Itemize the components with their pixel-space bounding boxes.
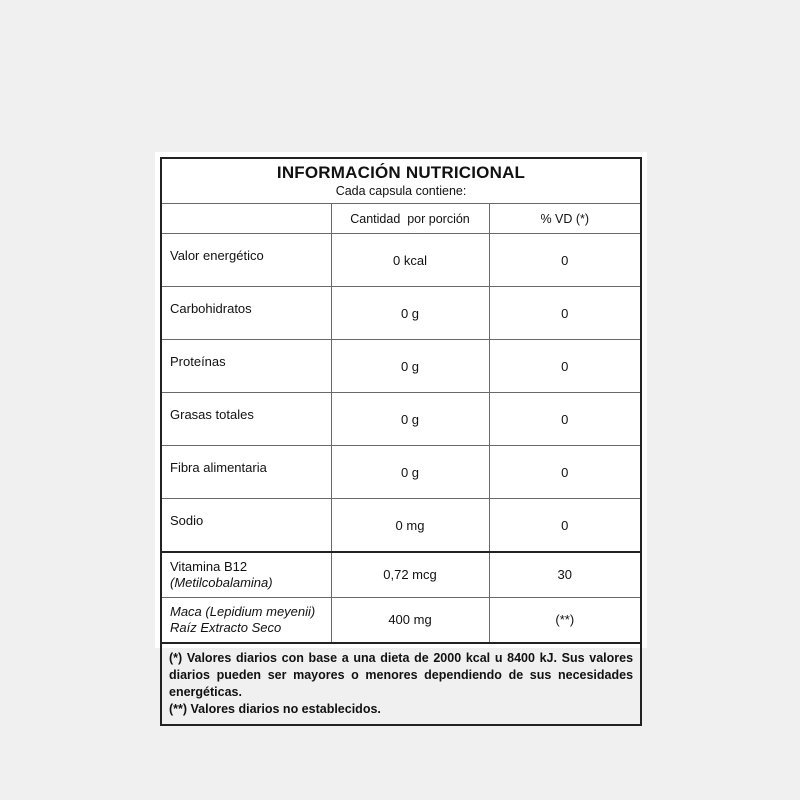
column-header-blank [161,204,331,234]
title-row [161,158,641,204]
footnote-daily-values: (*) Valores diarios con base a una dieta de 2000 kcal u 8400 kJ. Sus valores diarios pueden ser mayores o menores dependiendo de sus necesidades energéticas. [169,651,634,699]
nutrient-name: Carbohidratos [161,287,331,340]
table-row [161,340,641,393]
maca-dv: (**) [489,598,641,644]
column-header-dv: % VD (*) [489,204,641,234]
vitamin-name-cell [161,552,331,598]
column-header-row [161,204,641,234]
nutrient-dv: 0 [489,446,641,499]
maca-name-line [170,604,331,620]
maca-subname: Raíz Extracto Seco [170,620,282,635]
maca-row [161,598,641,644]
vitamin-dv: 30 [489,552,641,598]
nutrient-name: Fibra alimentaria [161,446,331,499]
maca-amount: 400 mg [331,598,489,644]
nutrient-amount: 0 mg [331,499,489,553]
maca-name: Maca [170,604,202,619]
footnote-row [161,643,641,725]
table-row [161,499,641,553]
nutrient-amount: 0 g [331,340,489,393]
table-title: INFORMACIÓN NUTRICIONAL [276,163,526,182]
nutrient-dv: 0 [489,287,641,340]
column-header-amount: Cantidad por porción [331,204,489,234]
vitamin-name: Vitamina B12 [170,559,248,574]
nutrient-name: Proteínas [161,340,331,393]
nutrient-name: Sodio [161,499,331,553]
nutrient-amount: 0 g [331,446,489,499]
table-row [161,446,641,499]
table-row [161,287,641,340]
table-subtitle: Cada capsula contiene: [335,184,467,198]
nutrient-dv: 0 [489,234,641,287]
nutrient-dv: 0 [489,340,641,393]
table-row [161,234,641,287]
vitamin-amount: 0,72 mcg [331,552,489,598]
table-row [161,393,641,446]
maca-scientific-name: (Lepidium meyenii) [205,604,316,619]
nutrient-amount: 0 g [331,287,489,340]
nutrient-amount: 0 g [331,393,489,446]
nutrient-name: Valor energético [161,234,331,287]
maca-name-cell [161,598,331,644]
nutrient-dv: 0 [489,393,641,446]
title-cell [161,158,641,204]
vitamin-b12-row [161,552,641,598]
nutrient-amount: 0 kcal [331,234,489,287]
footnote-not-established: (**) Valores diarios no establecidos. [169,702,381,716]
footnote-cell [161,643,641,725]
vitamin-subname: (Metilcobalamina) [170,575,273,590]
nutrient-name: Grasas totales [161,393,331,446]
nutrient-dv: 0 [489,499,641,553]
nutrition-facts-table [160,157,642,726]
